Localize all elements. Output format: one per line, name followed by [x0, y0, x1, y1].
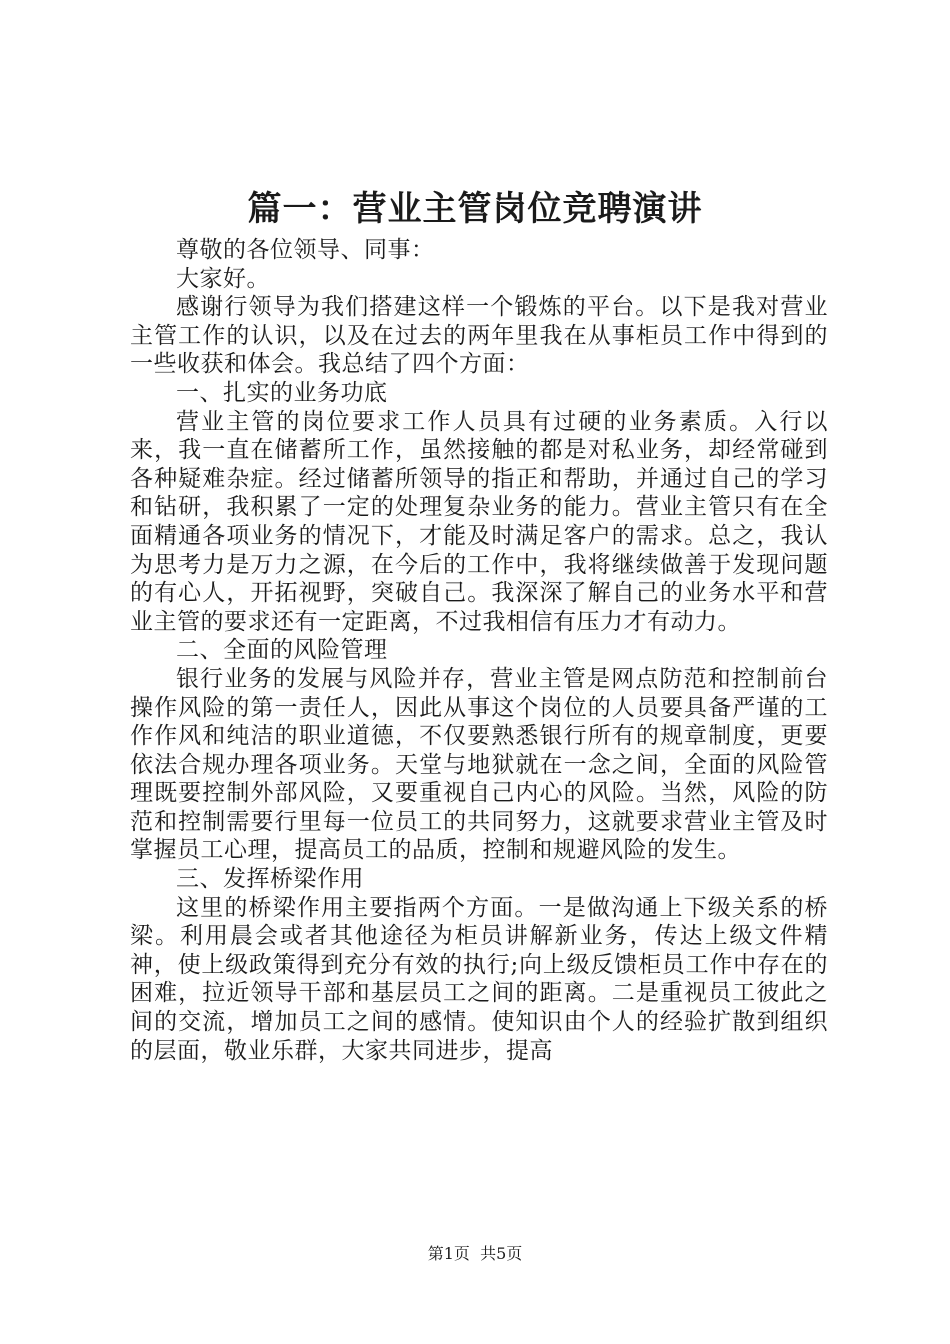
section-heading-2: 二、全面的风险管理 [176, 637, 388, 664]
page-total: 共5页 [480, 1244, 523, 1263]
page-number: 第1页 [427, 1244, 470, 1263]
section-paragraph-1: 营业主管的岗位要求工作人员具有过硬的业务素质。入行以来，我一直在储蓄所工作，虽然接触的都是对私业务，却经常碰到各种疑难杂症。经过储蓄所领导的指正和帮助，并通过自己的学习和钻研，我积累了一定的处理复杂业务的能力。营业主管只有在全面精通各项业务的情况下，才能及时满足客户的需求。总之，我认为思考力是万力之源，在今后的工作中，我将继续做善于发现问题的有心人，开拓视野，突破自己。我深深了解自己的业务水平和营业主管的要求还有一定距离，不过我相信有压力才有动力。 [130, 408, 828, 635]
greeting: 大家好。 [176, 265, 270, 292]
section-heading-1: 一、扎实的业务功底 [176, 379, 388, 406]
section-paragraph-3: 这里的桥梁作用主要指两个方面。一是做沟通上下级关系的桥梁。利用晨会或者其他途径为柜员讲解新业务，传达上级文件精神，使上级政策得到充分有效的执行;向上级反馈柜员工作中存在的困难，拉近领导干部和基层员工之间的距离。二是重视员工彼此之间的交流，增加员工之间的感情。使知识由个人的经验扩散到组织的层面，敬业乐群，大家共同进步，提高 [130, 894, 828, 1064]
section-heading-3: 三、发挥桥梁作用 [176, 866, 364, 893]
footer-separator [470, 1244, 480, 1263]
document-title: 篇一：营业主管岗位竞聘演讲 [247, 189, 703, 229]
intro-paragraph: 感谢行领导为我们搭建这样一个锻炼的平台。以下是我对营业主管工作的认识，以及在过去的两年里我在从事柜员工作中得到的一些收获和体会。我总结了四个方面： [130, 294, 828, 378]
salutation: 尊敬的各位领导、同事： [176, 237, 435, 263]
section-paragraph-2: 银行业务的发展与风险并存，营业主管是网点防范和控制前台操作风险的第一责任人，因此从事这个岗位的人员要具备严谨的工作作风和纯洁的职业道德，不仅要熟悉银行所有的规章制度，更要依法合规办理各项业务。天堂与地狱就在一念之间，全面的风险管理既要控制外部风险，又要重视自己内心的风险。当然，风险的防范和控制需要行里每一位员工的共同努力，这就要求营业主管及时掌握员工心理，提高员工的品质，控制和规避风险的发生。 [130, 665, 828, 864]
page-footer [0, 1243, 950, 1265]
document-body [130, 236, 828, 1065]
